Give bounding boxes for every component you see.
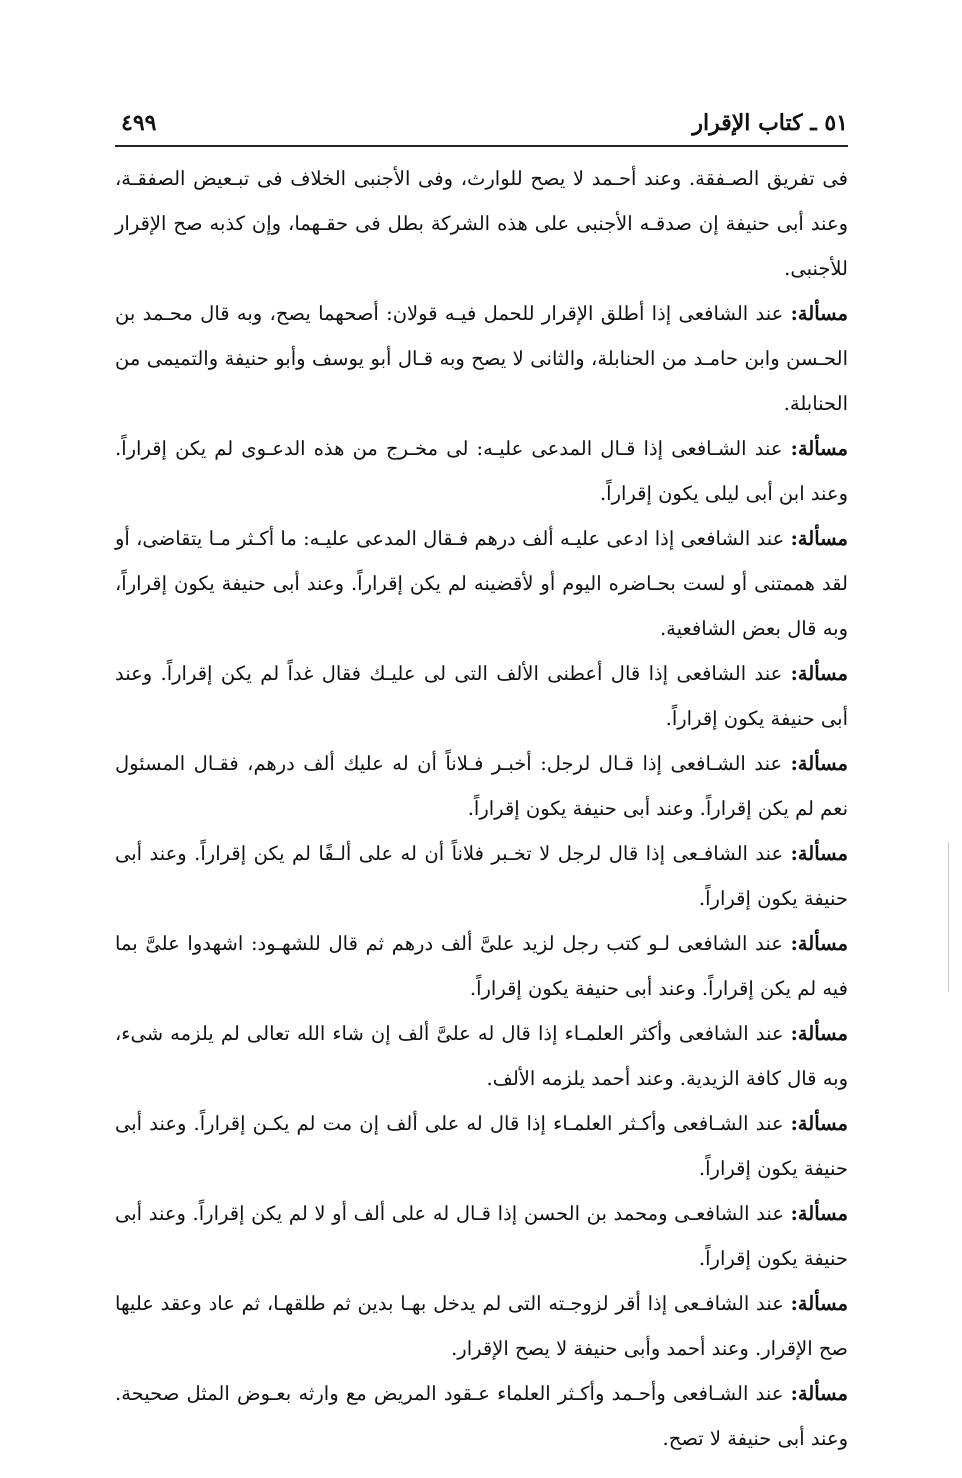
masala-paragraph	[115, 291, 848, 426]
paragraph-text: عند الشافعـى ومحمد بن الحسن إذا قـال له على ألف أو لا لم يكن إقراراً. وعند أبى حنيفة يكون إقراراً.	[115, 1202, 848, 1270]
masala-paragraph	[115, 1101, 848, 1191]
header-rule	[115, 145, 848, 147]
paragraph-text: فى تفريق الصـفقة. وعند أحـمد لا يصح للوارث، وفى الأجنبى الخلاف فى تبـعيض الصفقـة، وعند أبى حنيفة إن صدقـه الأجنبى على هذه الشركة بطل فى حقـهما، وإن كذبه صح الإقرار للأجنبى.	[115, 167, 848, 280]
paragraph-text: عند الشافعى إذا ادعى عليـه ألف درهم فـقال المدعى عليـه: ما أكـثر مـا يتقاضى، أو لقد هممتنى أو لست بحـاضره اليوم أو لأقضينه لم يكن إقراراً. وعند أبى حنيفة يكون إقراراً، وبه قال بعض الشافعية.	[115, 527, 848, 640]
paragraph-text: عند الشافعى إذا أطلق الإقرار للحمل فيـه قولان: أصحهما يصح، وبه قال محـمد بن الحـسن وابن حامـد من الحنابلة، والثانى لا يصح وبه قـال أبو يوسف وأبو حنيفة والتميمى من الحنابلة.	[115, 302, 848, 415]
masala-label: مسألة:	[790, 1112, 848, 1135]
paragraph-text: عند الشـافعى وأكـثر العلمـاء إذا قال له على ألف إن مت لم يكـن إقراراً. وعند أبى حنيفة يكون إقراراً.	[115, 1112, 848, 1180]
masala-paragraph	[115, 1281, 848, 1371]
paragraph-text: عند الشافـعى إذا قال لرجل لا تخـبر فلاناً أن له على ألـفًا لم يكن إقراراً. وعند أبى حنيفة يكون إقراراً.	[115, 842, 848, 910]
paragraph-text: عند الشافـعى إذا أقر لزوجـته التى لم يدخل بهـا بدين ثم طلقهـا، ثم عاد وعقد عليها صح الإقرار. وعند أحمد وأبى حنيفة لا يصح الإقرار.	[115, 1292, 848, 1360]
masala-paragraph	[115, 741, 848, 831]
masala-label: مسألة:	[790, 437, 849, 460]
paragraph	[115, 156, 848, 291]
paragraph-text: عند الشـافعى إذا قـال لرجل: أخبـر فـلاناً أن له عليك ألف درهم، فقـال المسئول نعم لم يكن إقراراً. وعند أبى حنيفة يكون إقراراً.	[115, 752, 848, 820]
masala-paragraph	[115, 426, 848, 516]
paragraph-text: عند الشـافعى إذا قـال المدعى عليـه: لى مخـرج من هذه الدعـوى لم يكن إقراراً. وعند ابن أبى ليلى يكون إقراراً.	[115, 437, 848, 505]
masala-label: مسألة:	[790, 302, 848, 325]
masala-paragraph	[115, 831, 848, 921]
masala-label: مسألة:	[790, 1022, 848, 1045]
masala-label: مسألة:	[790, 1202, 848, 1225]
masala-label: مسألة:	[790, 1382, 849, 1405]
paragraph-text: عند الشافعى وأكثر العلمـاء إذا قال له علىَّ ألف إن شاء الله تعالى لم يلزمه شىء، وبه قال كافة الزيدية. وعند أحمد يلزمه الألف.	[115, 1022, 848, 1090]
masala-label: مسألة:	[790, 932, 848, 955]
masala-paragraph	[115, 1011, 848, 1101]
paragraph-text: عند الشافعى لـو كتب رجل لزيد علىَّ ألف درهم ثم قال للشهـود: اشهدوا علىَّ بما فيه لم يكن إقراراً. وعند أبى حنيفة يكون إقراراً.	[115, 932, 848, 1000]
page-body	[115, 156, 848, 1461]
scan-edge-line	[948, 842, 949, 992]
masala-paragraph	[115, 921, 848, 1011]
masala-paragraph	[115, 1191, 848, 1281]
masala-paragraph	[115, 516, 848, 651]
masala-label: مسألة:	[790, 1292, 848, 1315]
masala-label: مسألة:	[790, 842, 848, 865]
paragraph-text: عند الشافعى إذا قال أعطنى الألف التى لى عليـك فقال غداً لم يكن إقراراً. وعند أبى حنيفة يكون إقراراً.	[115, 662, 848, 730]
masala-label: مسألة:	[790, 527, 848, 550]
masala-paragraph	[115, 651, 848, 741]
chapter-title: ٥١ ـ كتاب الإقرار	[692, 110, 848, 136]
paragraph-text: عند الشـافعى وأحـمد وأكـثر العلماء عـقود المريض مع وارثه بعـوض المثل صحيحة. وعند أبى حنيفة لا تصح.	[115, 1382, 848, 1450]
masala-paragraph	[115, 1371, 848, 1461]
masala-label: مسألة:	[790, 752, 848, 775]
running-header	[115, 104, 848, 146]
page-number: ٤٩٩	[121, 110, 157, 136]
masala-label: مسألة:	[790, 662, 848, 685]
